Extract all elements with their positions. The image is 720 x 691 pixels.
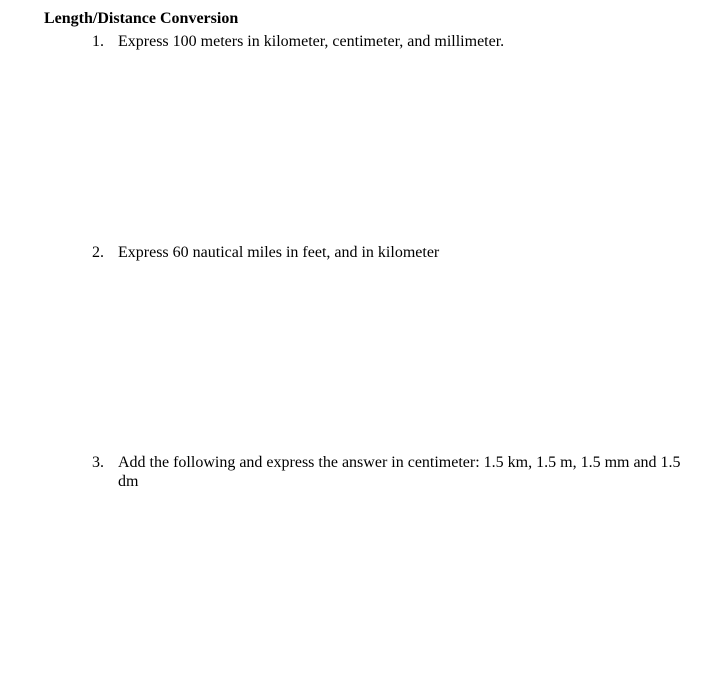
question-number: 2. [92,244,104,261]
question-text: Express 60 nautical miles in feet, and in kilometer [118,244,440,261]
question-text: Express 100 meters in kilometer, centimeter, and millimeter. [118,33,505,50]
question-3 [92,453,682,491]
question-number: 1. [92,33,104,50]
page-title: Length/Distance Conversion [44,10,239,27]
question-2 [92,243,692,262]
question-1 [92,32,692,51]
question-text: Add the following and express the answer in centimeter: 1.5 km, 1.5 m, 1.5 mm and 1.5 dm [118,454,681,490]
question-number: 3. [92,454,104,471]
